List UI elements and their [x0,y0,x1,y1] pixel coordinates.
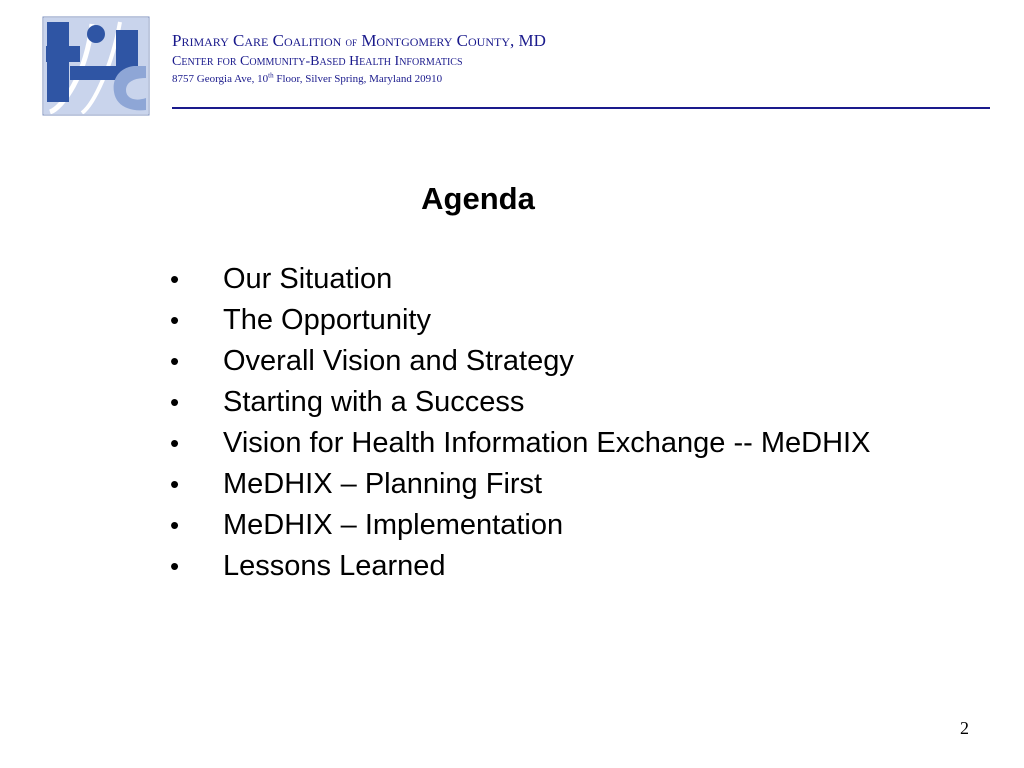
page-number: 2 [960,718,969,738]
slide-title: Agenda [421,181,535,216]
address-pre: 8757 Georgia Ave, 10 [172,73,269,85]
agenda-item [170,509,870,550]
agenda-item-text: Vision for Health Information Exchange -- MeDHIX [223,427,871,459]
agenda-item-text: Overall Vision and Strategy [223,345,574,377]
agenda-item-text: MeDHIX – Planning First [223,468,543,500]
organization-header [172,30,546,87]
bullet-icon: • [170,551,180,581]
agenda-item [170,304,870,345]
agenda-item [170,263,870,304]
agenda-item-text: Starting with a Success [223,386,525,418]
address-post: Floor, Silver Spring, Maryland 20910 [273,73,443,85]
center-name: Center for Community-Based Health Informatics [172,54,463,69]
address [172,71,546,87]
bullet-icon: • [170,305,180,335]
org-name-part1: Primary Care Coalition [172,31,342,50]
bullet-icon: • [170,264,180,294]
agenda-list [170,263,870,591]
agenda-item [170,550,870,591]
header-divider [172,107,990,109]
org-name-part2: Montgomery County, MD [361,31,546,50]
org-name-of: of [345,34,358,49]
agenda-item-text: The Opportunity [223,304,431,336]
address-sup: th [268,71,274,80]
bullet-icon: • [170,428,180,458]
bullet-icon: • [170,510,180,540]
agenda-item [170,427,870,468]
agenda-item-text: MeDHIX – Implementation [223,509,564,541]
coalition-logo [42,16,150,116]
agenda-item [170,386,870,427]
agenda-item-text: Lessons Learned [223,550,446,582]
agenda-item [170,345,870,386]
agenda-item-text: Our Situation [223,263,393,295]
bullet-icon: • [170,387,180,417]
bullet-icon: • [170,469,180,499]
organization-name [172,30,546,53]
bullet-icon: • [170,346,180,376]
agenda-item [170,468,870,509]
